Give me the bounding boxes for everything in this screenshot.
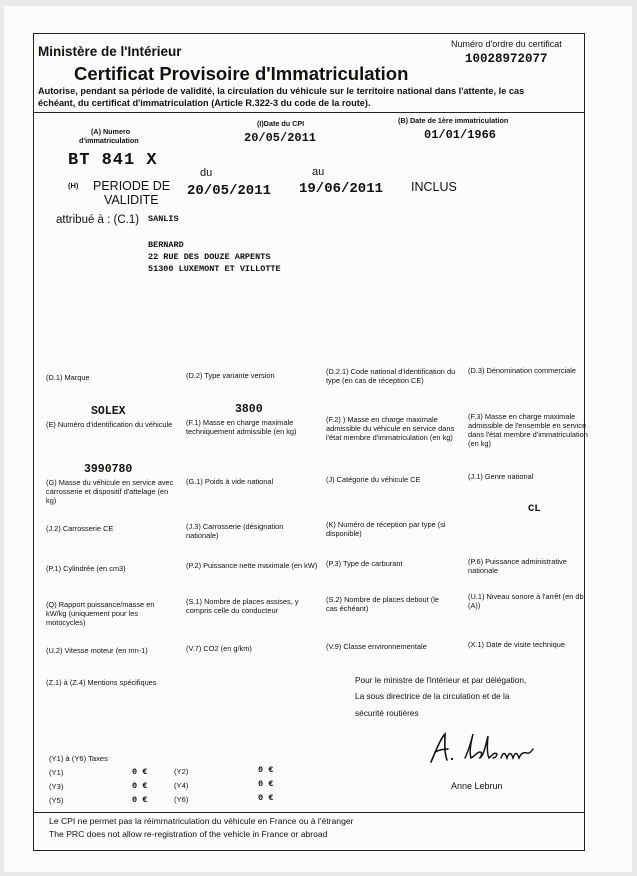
field-d21-label: (D.2.1) Code national d'identification du type (en cas de réception CE) [326,367,456,385]
field-j1-value: CL [528,503,541,515]
footer-notice-en: The PRC does not allow re-registration of the vehicle in France or abroad [49,829,328,839]
field-f2-label: (F.2) ) Masse en charge maximale admissible du véhicule en service dans l'état membre d'immatriculation (en kg) [326,415,455,442]
authority-line-1: Pour le ministre de l'intérieur et par délégation, [355,675,527,685]
order-number-label: Numéro d'ordre du certificat [451,39,562,49]
order-number: 10028972077 [465,52,548,66]
field-j-label: (J) Catégorie du véhicule CE [326,475,421,484]
tax-y1-label: (Y1) [49,768,64,777]
tax-y3-label: (Y3) [49,782,64,791]
field-g-label: (G) Masse du véhicule en service avec carrosserie et dispositif d'attelage (en kg) [46,478,174,505]
header-divider [34,112,585,113]
field-f3-label: (F.3) Masse en charge maximale admissible de l'ensemble en service dans l'état membre d'immatriculation (en kg) [468,412,588,448]
tax-y4-value: 0 € [258,779,274,789]
field-v7-label: (V.7) CO2 (en g/km) [186,644,252,653]
field-f1-label: (F.1) Masse en charge maximale techniquement admissible (en kg) [186,418,297,436]
tax-y6-label: (Y6) [174,795,189,804]
tax-y5-value: 0 € [132,795,148,805]
field-d1-label: (D.1) Marque [46,373,90,382]
field-p3-label: (P.3) Type de carburant [326,559,403,568]
field-p2-label: (P.2) Puissance nette maximale (en kW) [186,561,318,570]
tax-y5-label: (Y5) [49,796,64,805]
signature-image [425,728,540,770]
field-x1-label: (X.1) Date de visite technique [468,640,565,649]
field-e-value: 3990780 [84,463,133,476]
authority-line-2: La sous directrice de la circulation et de la [355,691,510,701]
authority-line-3: sécurité routières [355,708,419,718]
subtitle-line-1: Autorise, pendant sa période de validité, la circulation du véhicule sur le territoire national dans l'attente, le cas [38,86,525,96]
field-q-label: (Q) Rapport puissance/masse en kW/kg (uniquement pour les motocycles) [46,600,155,627]
field-p1-label: (P.1) Cylindrée (en cm3) [46,564,126,573]
field-v9-label: (V.9) Classe environnementale [326,642,427,651]
field-z-label: (Z.1) à (Z.4) Mentions spécifiques [46,678,157,687]
field-j2-label: (J.2) Carrosserie CE [46,524,114,533]
field-s2-label: (S.2) Nombre de places debout (le cas échéant) [326,595,439,613]
cpi-date-label: (I)Date du CPI [257,119,305,128]
field-k-label: (K) Numéro de réception par type (si disponible) [326,520,446,538]
footer-divider [34,812,585,813]
field-u2-label: (U.2) Vitesse moteur (en mn-1) [46,646,148,655]
holder-address-line-1: 22 RUE DES DOUZE ARPENTS [148,252,271,262]
footer-notice-fr: Le CPI ne permet pas la réimmatriculation du véhicule en France ou à l'étranger [49,816,354,826]
validity-from-label: du [200,167,213,179]
field-p6-label: (P.6) Puissance administrative nationale [468,557,567,575]
registration-number-label-2: d'immatriculation [79,136,139,145]
cpi-date-value: 20/05/2011 [244,131,317,145]
validity-code: (H) [68,181,79,190]
validity-label-2: VALIDITE [104,193,159,207]
validity-to-value: 19/06/2011 [299,181,384,197]
holder-address-line-2: 51300 LUXEMONT ET VILLOTTE [148,264,281,274]
holder-first-name: BERNARD [148,240,184,250]
tax-y6-value: 0 € [258,793,274,803]
registration-number-label: (A) Numero [91,127,131,136]
subtitle-line-2: échéant, du certificat d'immatriculation (Article R.322-3 du code de la route). [38,98,371,108]
first-registration-value: 01/01/1966 [424,128,497,142]
taxes-label: (Y1) à (Y6) Taxes [49,754,108,763]
field-s1-label: (S.1) Nombre de places assises, y compris celle du conducteur [186,597,299,615]
field-e-label: (E) Numéro d'identification du véhicule [46,420,173,429]
field-g1-label: (G.1) Poids à vide national [186,477,274,486]
field-f1-value: 3800 [235,403,263,416]
field-u1-label: (U.1) Niveau sonore à l'arrêt (en db (A)) [468,592,584,610]
field-j1-label: (J.1) Genre national [468,472,534,481]
validity-label-1: PERIODE DE [93,179,171,193]
holder-label: attribué à : (C.1) [56,214,140,226]
tax-y3-value: 0 € [132,781,148,791]
field-j3-label: (J.3) Carrosserie (désignation nationale) [186,522,284,540]
document-title: Certificat Provisoire d'Immatriculation [74,63,409,84]
validity-from-value: 20/05/2011 [187,183,272,199]
tax-y2-label: (Y2) [174,767,189,776]
signer-name: Anne Lebrun [451,781,503,791]
tax-y1-value: 0 € [132,767,148,777]
first-registration-label: (B) Date de 1ère immatriculation [398,116,509,125]
field-d2-label: (D.2) Type variante version [186,371,275,380]
field-d1-value: SOLEX [91,405,126,418]
validity-inclusive: INCLUS [411,180,457,194]
holder-surname: SANLIS [148,214,179,224]
registration-number-value: BT 841 X [68,151,158,170]
field-d3-label: (D.3) Dénomination commerciale [468,366,577,375]
validity-to-label: au [312,166,325,178]
ministry-name: Ministère de l'Intérieur [38,44,182,59]
tax-y4-label: (Y4) [174,781,189,790]
tax-y2-value: 0 € [258,765,274,775]
